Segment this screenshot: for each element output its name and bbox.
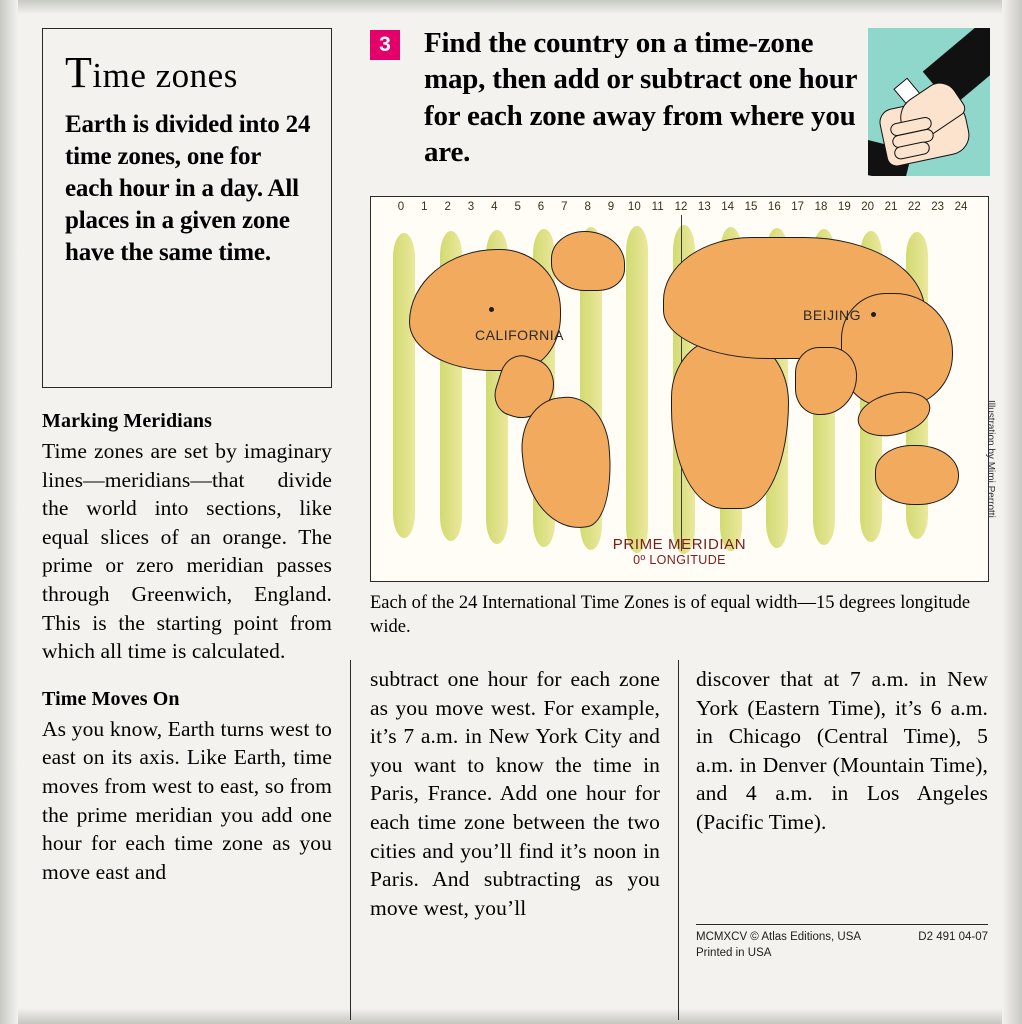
hour-tick-13: 13: [697, 201, 711, 213]
hour-tick-19: 19: [837, 201, 851, 213]
handshake-illustration: [868, 28, 990, 176]
landmass-australia: [875, 445, 959, 505]
body-column-right: [696, 665, 988, 837]
prime-meridian-caption-line1: PRIME MERIDIAN: [612, 536, 747, 553]
illustration-credit: Illustration by Mimi Perrotti: [985, 400, 996, 518]
section-text-marking-meridians: Time zones are set by imaginary lines—meridians—that divide the world into sections, like equal slices of an orange. The prime or zero meridian passes through Greenwich, England. This is the starting point from which all time is calculated.: [42, 439, 332, 664]
zone-band: [626, 226, 648, 553]
city-label-california: CALIFORNIA: [475, 327, 565, 343]
beijing-dot: [871, 312, 876, 317]
body-text-middle: subtract one hour for each zone as you move west. For example, it’s 7 a.m. in New York City and you want to know the time in Paris, France. Add one hour for each time zone between the two cities and you’ll find it’s noon in Paris. And subtracting as you move west, you’ll: [370, 667, 660, 920]
hour-tick-10: 10: [627, 201, 641, 213]
hour-tick-15: 15: [744, 201, 758, 213]
title-rest: ime zones: [92, 56, 238, 95]
page-edge-left: [0, 0, 18, 1024]
hour-tick-12: 12: [674, 201, 688, 213]
column-divider-right: [678, 660, 679, 1020]
prime-meridian-caption: [371, 536, 988, 567]
hour-tick-21: 21: [884, 201, 898, 213]
hour-tick-2: 2: [444, 201, 451, 213]
title-box: [42, 28, 332, 388]
map-caption-text: Each of the 24 International Time Zones is of equal width—15 degrees longitude wide.: [370, 593, 971, 637]
body-column-middle: [370, 665, 660, 922]
title-initial: T: [65, 48, 93, 97]
step-number-badge: 3: [370, 30, 400, 60]
left-body: [42, 410, 332, 886]
hour-tick-9: 9: [607, 201, 615, 213]
map-hour-scale: [371, 201, 988, 219]
time-zone-map: [370, 196, 989, 582]
hour-tick-1: 1: [421, 201, 428, 213]
page-edge-right: [1002, 0, 1022, 1024]
landmass-africa: [671, 337, 789, 509]
hour-tick-22: 22: [907, 201, 921, 213]
hour-tick-17: 17: [791, 201, 805, 213]
body-text-right: discover that at 7 a.m. in New York (Eastern Time), it’s 6 a.m. in Chicago (Central Time), 5 a.m. in Denver (Mountain Time), and 4 a.m. in Los Angeles (Pacific Time).: [696, 667, 988, 834]
hour-tick-16: 16: [767, 201, 781, 213]
column-divider-left: [350, 660, 351, 1020]
hour-tick-18: 18: [814, 201, 828, 213]
page-edge-top: [0, 0, 1022, 14]
left-column: [42, 28, 332, 886]
hour-tick-7: 7: [561, 201, 568, 213]
hour-tick-4: 4: [491, 201, 498, 213]
hour-tick-14: 14: [721, 201, 735, 213]
hour-tick-0: 0: [397, 201, 405, 213]
zone-band: [393, 233, 415, 538]
city-label-beijing: BEIJING: [803, 307, 861, 323]
hour-tick-3: 3: [467, 201, 475, 213]
california-dot: [489, 307, 494, 312]
hour-tick-20: 20: [861, 201, 875, 213]
section-heading-time-moves-on: Time Moves On: [42, 687, 180, 710]
hour-tick-6: 6: [537, 201, 545, 213]
section-text-time-moves-on: As you know, Earth turns west to east on its axis. Like Earth, time moves from west to east, so from the prime meridian you add one hour for each time zone as you move east and: [42, 716, 332, 884]
hour-tick-5: 5: [514, 201, 521, 213]
colophon-printed: Printed in USA: [696, 946, 772, 959]
colophon: [696, 930, 988, 961]
hour-tick-8: 8: [584, 201, 591, 213]
colophon-code: D2 491 04-07: [918, 931, 988, 943]
colophon-rule: [696, 924, 988, 925]
hour-tick-24: 24: [954, 201, 968, 213]
hour-tick-23: 23: [931, 201, 945, 213]
prime-meridian-caption-line2: 0º LONGITUDE: [633, 553, 726, 567]
colophon-copyright: MCMXCV © Atlas Editions, USA: [696, 931, 862, 943]
lede-paragraph: Earth is divided into 24 time zones, one for each hour in a day. All places in a given zone have the same time.: [65, 111, 311, 266]
page-title: [65, 48, 311, 97]
step-instruction-text: Find the country on a time-zone map, then add or subtract one hour for each zone away from where you are.: [424, 27, 857, 168]
section-heading-marking-meridians: Marking Meridians: [42, 410, 213, 432]
hour-tick-11: 11: [651, 201, 664, 213]
page-edge-bottom: [0, 1008, 1022, 1024]
